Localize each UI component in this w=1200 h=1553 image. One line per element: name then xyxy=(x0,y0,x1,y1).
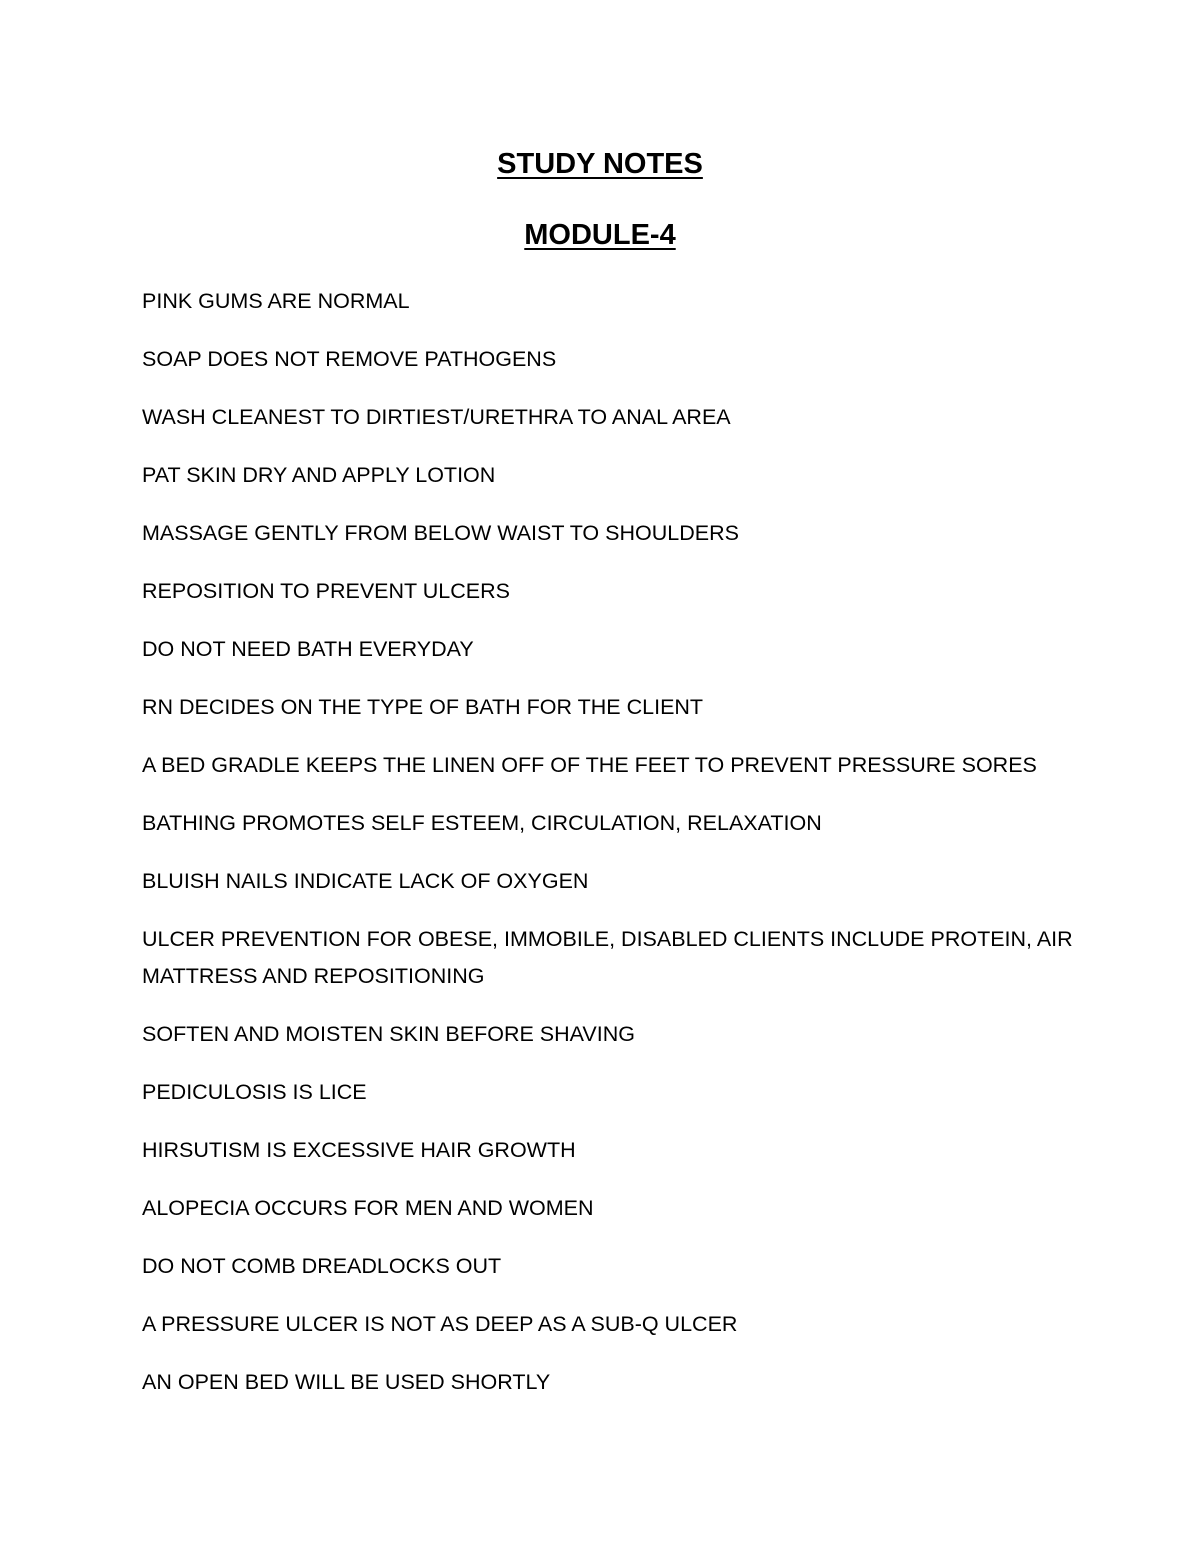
note-item: PAT SKIN DRY AND APPLY LOTION xyxy=(142,463,496,487)
note-item: ALOPECIA OCCURS FOR MEN AND WOMEN xyxy=(142,1196,594,1220)
note-item: SOFTEN AND MOISTEN SKIN BEFORE SHAVING xyxy=(142,1022,635,1046)
note-item: WASH CLEANEST TO DIRTIEST/URETHRA TO ANAL AREA xyxy=(142,405,731,429)
note-item: DO NOT NEED BATH EVERYDAY xyxy=(142,637,474,661)
note-item: DO NOT COMB DREADLOCKS OUT xyxy=(142,1254,502,1278)
note-item: REPOSITION TO PREVENT ULCERS xyxy=(142,579,510,603)
note-item: ULCER PREVENTION FOR OBESE, IMMOBILE, DISABLED CLIENTS INCLUDE PROTEIN, AIR MATTRESS AND REPOSITIONING xyxy=(142,927,1073,988)
page-title: STUDY NOTES xyxy=(497,148,703,180)
notes-list xyxy=(142,283,1082,1422)
note-item: BLUISH NAILS INDICATE LACK OF OXYGEN xyxy=(142,869,589,893)
module-heading: MODULE-4 xyxy=(524,219,676,251)
note-item: AN OPEN BED WILL BE USED SHORTLY xyxy=(142,1370,551,1394)
note-item: SOAP DOES NOT REMOVE PATHOGENS xyxy=(142,347,557,371)
note-item: A PRESSURE ULCER IS NOT AS DEEP AS A SUB-Q ULCER xyxy=(142,1312,738,1336)
note-item: BATHING PROMOTES SELF ESTEEM, CIRCULATION, RELAXATION xyxy=(142,811,822,835)
note-item: PEDICULOSIS IS LICE xyxy=(142,1080,367,1104)
note-item: PINK GUMS ARE NORMAL xyxy=(142,289,410,313)
note-item: MASSAGE GENTLY FROM BELOW WAIST TO SHOULDERS xyxy=(142,521,739,545)
note-item: HIRSUTISM IS EXCESSIVE HAIR GROWTH xyxy=(142,1138,576,1162)
note-item: RN DECIDES ON THE TYPE OF BATH FOR THE CLIENT xyxy=(142,695,704,719)
note-item: A BED GRADLE KEEPS THE LINEN OFF OF THE FEET TO PREVENT PRESSURE SORES xyxy=(142,753,1037,777)
